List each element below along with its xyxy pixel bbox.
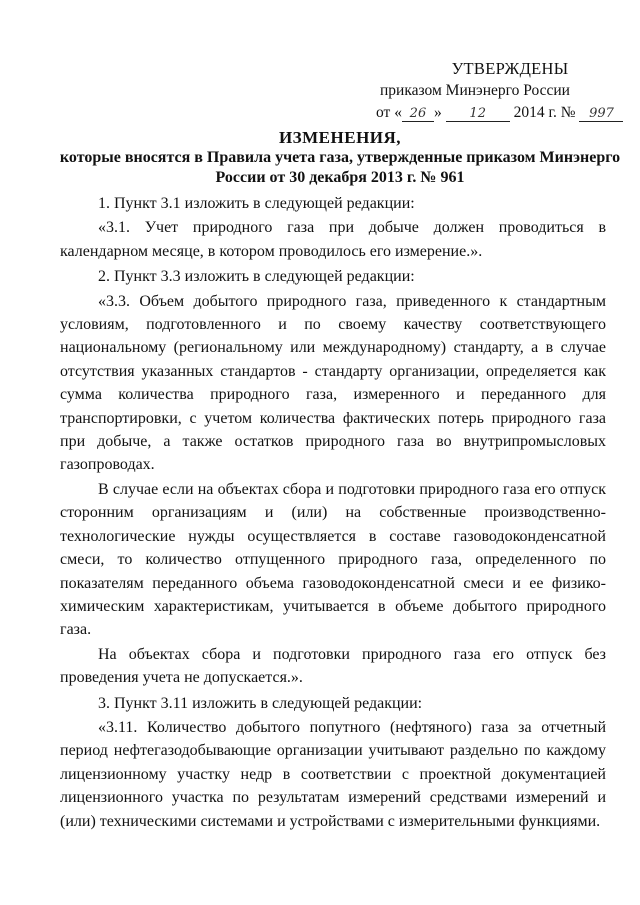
paragraph-3-3-end: На объектах сбора и подготовки природного газа его отпуск без проведения учета не допускается.». [60,645,606,687]
date-prefix: от « [376,104,402,121]
paragraph-item-2: 2. Пункт 3.3 изложить в следующей редакции: [98,268,415,286]
approval-order-line: приказом Минэнерго России [380,82,570,99]
date-mid: » [433,104,442,121]
document-body [60,190,606,833]
paragraph-3-3: «3.3. Объем добытого природного газа, приведенного к стандартным условиям, подготовленного и по своему качеству соответствующего национальному (региональному или международному) стандарту, а в случае отсутствия указанных стандартов - стандарту организации, определяется как сумма количества природного газа, измеренного и переданного для транспортировки, с учетом количества фактических потерь природного газа при добыче, а также остатков природного газа во внутрипромысловых газопроводах. [60,292,606,474]
paragraph-item-3: 3. Пункт 3.11 изложить в следующей редакции: [98,694,423,712]
document-heading [52,128,628,188]
paragraph-item-1: 1. Пункт 3.1 изложить в следующей редакции: [98,195,415,212]
year-number-label: 2014 г. № [513,104,576,121]
heading-subtitle: которые вносятся в Правила учета газа, утвержденные приказом Минэнерго России от 30 декабря 2013 г. № 961 [59,149,621,186]
approval-date-line [360,102,620,124]
paragraph-3-11: «3.11. Количество добытого попутного (нефтяного) газа за отчетный период нефтегазодобывающие организации учитывают раздельно по каждому лицензионному участку недр в соответствии с проектной документацией лицензионного участка по результатам измерений средствами измерений и (или) техническими системами и устройствами с измерительными функциями. [60,718,606,830]
handwritten-order-number: 997 [579,106,623,122]
approval-title: УТВЕРЖДЕНЫ [451,59,569,78]
approval-stamp [360,58,620,124]
handwritten-month: 12 [446,106,510,122]
heading-title: ИЗМЕНЕНИЯ, [278,128,402,147]
handwritten-day: 26 [402,106,434,122]
paragraph-3-1: «3.1. Учет природного газа при добыче должен проводиться в календарном месяце, в котором проводилось его измерение.». [60,219,606,260]
paragraph-3-3-cont: В случае если на объектах сбора и подготовки природного газа его отпуск сторонним организациям и (или) на собственные производственно-технологические нужды осуществляется в составе газоводоконденсатной смеси, то количество отпущенного природного газа, определенного по показателям переданного объема газоводоконденсатной смеси и ее физико-химическим характеристикам, учитывается в объеме добытого природного газа. [60,480,606,639]
